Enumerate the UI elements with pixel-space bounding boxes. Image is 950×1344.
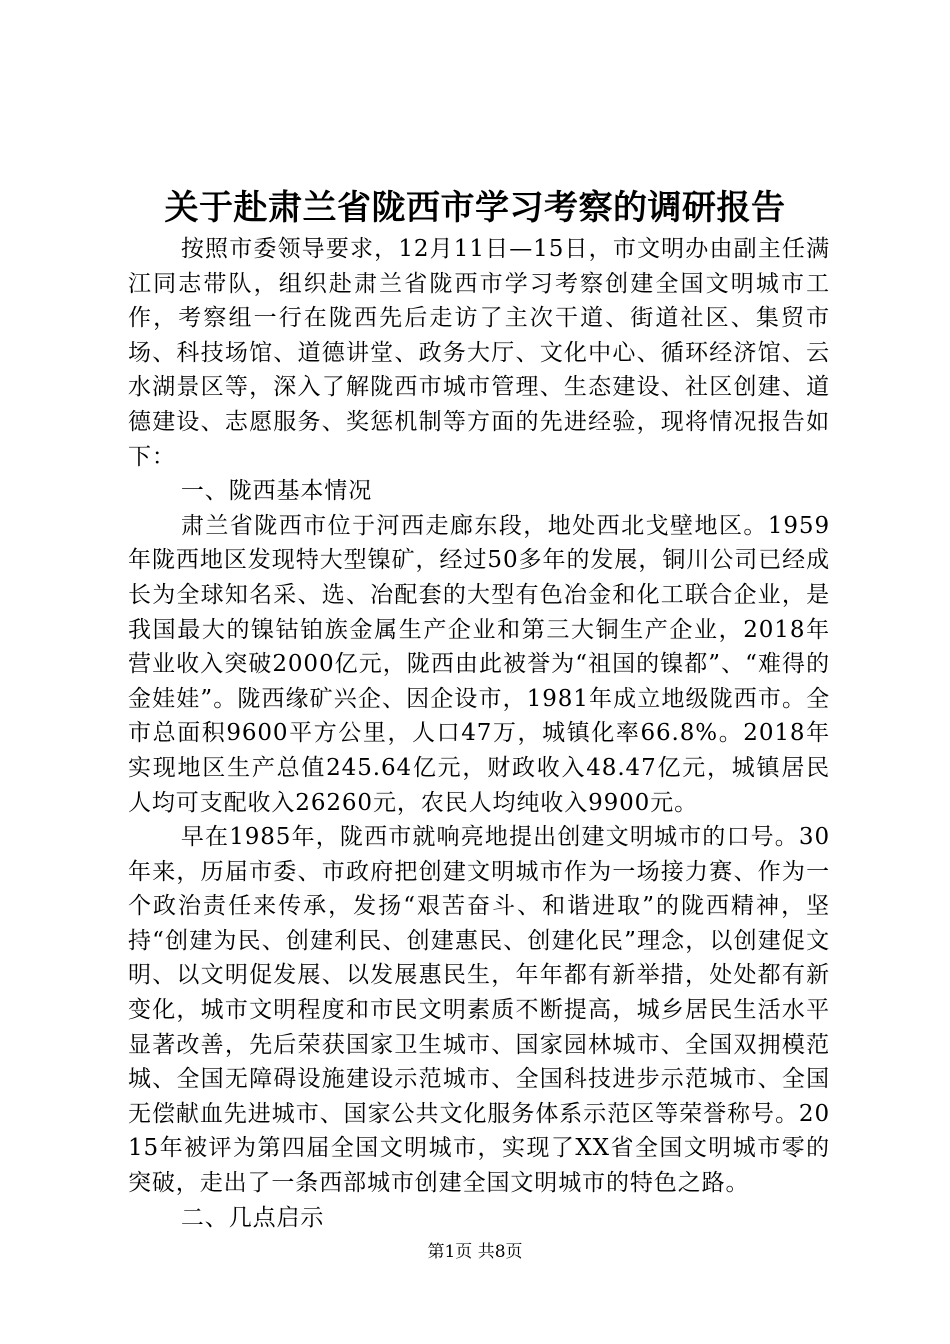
intro-paragraph: 按照市委领导要求，12月11日—15日，市文明办由副主任满江同志带队，组织赴肃兰省陇西市学习考察创建全国文明城市工作，考察组一行在陇西先后走访了主次干道、街道社区、集贸市场、科技场馆、道德讲堂、政务大厅、文化中心、循环经济馆、云水湖景区等，深入了解陇西市城市管理、生态建设、社区创建、道德建设、志愿服务、奖惩机制等方面的先进经验，现将情况报告如下：	[128, 236, 830, 470]
basic-info-paragraph: 肃兰省陇西市位于河西走廊东段，地处西北戈壁地区。1959年陇西地区发现特大型镍矿，经过50多年的发展，铜川公司已经成长为全球知名采、选、冶配套的大型有色冶金和化工联合企业，是我国最大的镍钴铂族金属生产企业和第三大铜生产企业，2018年营业收入突破2000亿元，陇西由此被誉为“祖国的镍都”、“难得的金娃娃”。陇西缘矿兴企、因企设市，1981年成立地级陇西市。全市总面积9600平方公里，人口47万，城镇化率66.8%。2018年实现地区生产总值245.64亿元，财政收入48.47亿元，城镇居民人均可支配收入26260元，农民人均纯收入9900元。	[128, 512, 830, 816]
section-heading-1: 一、陇西基本情况	[180, 478, 373, 505]
document-title: 关于赴肃兰省陇西市学习考察的调研报告	[164, 188, 786, 228]
page-number: 第1页 共8页	[427, 1242, 523, 1262]
section-heading-2: 二、几点启示	[180, 1204, 325, 1231]
history-paragraph: 早在1985年，陇西市就响亮地提出创建文明城市的口号。30年来，历届市委、市政府把创建文明城市作为一场接力赛、作为一个政治责任来传承，发扬“艰苦奋斗、和谐进取”的陇西精神，坚持“创建为民、创建利民、创建惠民、创建化民”理念，以创建促文明、以文明促发展、以发展惠民生，年年都有新举措，处处都有新变化，城市文明程度和市民文明素质不断提高，城乡居民生活水平显著改善，先后荣获国家卫生城市、国家园林城市、全国双拥模范城、全国无障碍设施建设示范城市、全国科技进步示范城市、全国无偿献血先进城市、国家公共文化服务体系示范区等荣誉称号。2015年被评为第四届全国文明城市，实现了XX省全国文明城市零的突破，走出了一条西部城市创建全国文明城市的特色之路。	[128, 824, 830, 1197]
document-body	[128, 232, 830, 1235]
